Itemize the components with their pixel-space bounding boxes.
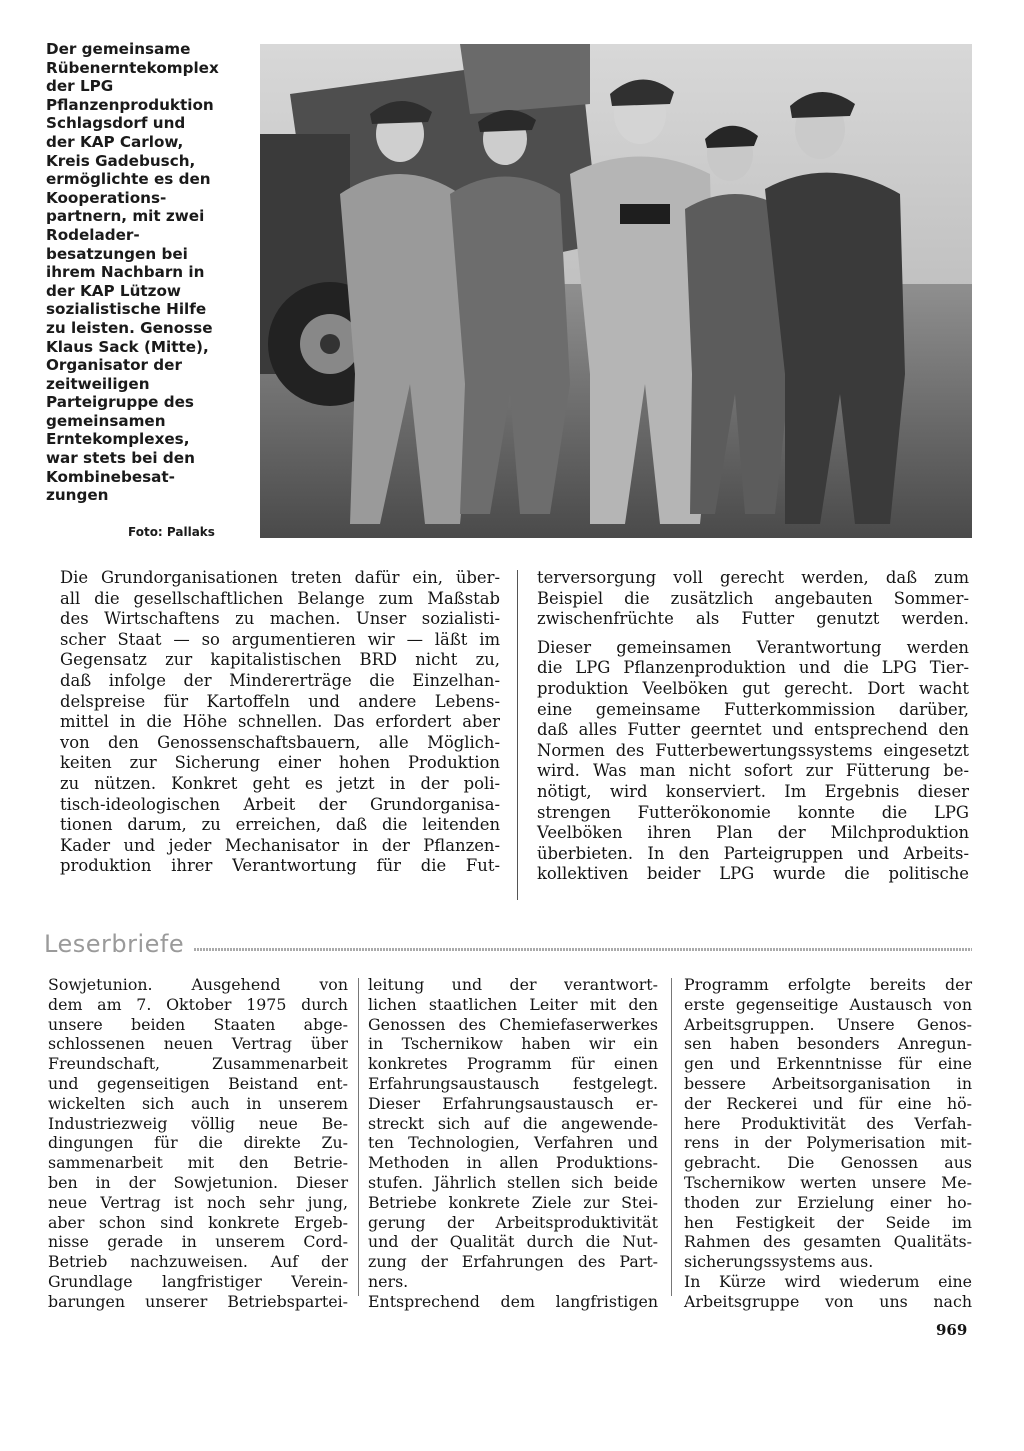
letter-line: Erfahrungsaustausch festgelegt.	[368, 1073, 658, 1093]
article-line: eine gemeinsame Futterkommission darüber,	[537, 699, 969, 719]
article-line: nötigt, wird konserviert. Im Ergebnis dieser	[537, 781, 969, 801]
caption-line: ihrem Nachbarn in	[46, 263, 205, 282]
caption-line: ermöglichte es den	[46, 170, 211, 189]
article-line: mittel in die Höhe schnellen. Das erfordert aber	[60, 712, 500, 732]
photo-image	[260, 44, 972, 538]
letter-line: bessere Arbeitsorganisation in	[684, 1073, 972, 1093]
caption-line: Rodelader-	[46, 225, 140, 244]
caption-line: Kooperations-	[46, 188, 167, 207]
letter-line: gebracht. Die Genossen aus	[684, 1153, 972, 1173]
article-line: die LPG Pflanzenproduktion und die LPG Tier-	[537, 658, 969, 678]
article-line: Normen des Futterbewertungssystems eingesetzt	[537, 740, 969, 760]
letter-line: lichen staatlichen Leiter mit den	[368, 994, 658, 1014]
letter-line: der Reckerei und für eine hö-	[684, 1093, 972, 1113]
letter-line: Dieser Erfahrungsaustausch er-	[368, 1093, 658, 1113]
letter-line: dem am 7. Oktober 1975 durch	[48, 994, 348, 1014]
article-line: des Wirtschaftens zu machen. Unser sozialisti-	[60, 609, 500, 629]
letter-line: gerung der Arbeitsproduktivität	[368, 1212, 658, 1232]
article-line: überbieten. In den Parteigruppen und Arbeits-	[537, 843, 969, 863]
article-line: wird. Was man nicht sofort zur Fütterung be-	[537, 761, 969, 781]
letter-line: ben in der Sowjetunion. Dieser	[48, 1172, 348, 1192]
letters-column-2	[368, 975, 658, 1312]
caption-line: Parteigruppe des	[46, 393, 194, 412]
article-line: scher Staat — so argumentieren wir — läßt im	[60, 629, 500, 649]
letter-line: aber schon sind konkrete Ergeb-	[48, 1212, 348, 1232]
letter-line: streckt sich auf die angewende-	[368, 1113, 658, 1133]
article-line: Beispiel die zusätzlich angebauten Sommer-	[537, 588, 969, 608]
article-column-2-para-1	[537, 568, 969, 630]
caption-line: Erntekomplexes,	[46, 430, 190, 449]
letter-line: Industriezweig völlig neue Be-	[48, 1113, 348, 1133]
letter-line: thoden zur Erzielung einer ho-	[684, 1192, 972, 1212]
letter-line: sen haben besonders Anregun-	[684, 1034, 972, 1054]
letter-line: Programm erfolgte bereits der	[684, 975, 972, 994]
caption-line: zu leisten. Genosse	[46, 318, 213, 337]
letter-line: barungen unserer Betriebspartei-	[48, 1291, 348, 1311]
caption-line: war stets bei den	[46, 449, 195, 468]
letter-line: neue Vertrag ist noch sehr jung,	[48, 1192, 348, 1212]
letter-line: Freundschaft, Zusammenarbeit	[48, 1054, 348, 1074]
caption-line: der LPG	[46, 77, 114, 96]
article-line: zwischenfrüchte als Futter genutzt werden.	[537, 609, 969, 629]
caption-line: Kombinebesat-	[46, 467, 175, 486]
letter-line: erste gegenseitige Austausch von	[684, 994, 972, 1014]
article-line: Veelböken ihren Plan der Milchproduktion	[537, 823, 969, 843]
letter-line: hen Festigkeit der Seide im	[684, 1212, 972, 1232]
letter-line: sammenarbeit mit den Betrie-	[48, 1153, 348, 1173]
article-line: Gegensatz zur kapitalistischen BRD nicht zu,	[60, 650, 500, 670]
article-line: delspreise für Kartoffeln und andere Lebens-	[60, 691, 500, 711]
letters-column-1	[48, 975, 348, 1312]
letter-line: konkretes Programm für einen	[368, 1054, 658, 1074]
article-line: Kader und jeder Mechanisator in der Pflanzen-	[60, 835, 500, 855]
article-line: produktion Veelböken gut gerecht. Dort wacht	[537, 678, 969, 698]
article-column-2-para-2	[537, 638, 969, 885]
article-line: all die gesellschaftlichen Belange zum Maßstab	[60, 588, 500, 608]
section-title: Leserbriefe	[44, 930, 185, 958]
letter-line: Grundlage langfristiger Verein-	[48, 1271, 348, 1291]
column-divider	[517, 570, 518, 900]
letter-line: Rahmen des gesamten Qualitäts-	[684, 1232, 972, 1252]
letter-line: Arbeitsgruppen. Unsere Genos-	[684, 1014, 972, 1034]
article-line: Die Grundorganisationen treten dafür ein, über-	[60, 568, 500, 587]
caption-line: Der gemeinsame	[46, 40, 191, 58]
photo-caption	[46, 40, 254, 505]
caption-line: Pflanzenproduktion	[46, 95, 214, 114]
caption-line: Organisator der	[46, 356, 182, 375]
letter-line: Betriebe konkrete Ziele zur Stei-	[368, 1192, 658, 1212]
letter-line: Methoden in allen Produktions-	[368, 1153, 658, 1173]
letter-line: Arbeitsgruppe von uns nach	[684, 1291, 972, 1311]
letters-column-3	[684, 975, 972, 1312]
article-line: terversorgung voll gerecht werden, daß zum	[537, 568, 969, 587]
section-rule	[194, 948, 972, 951]
letter-line: sicherungssystems aus.	[684, 1252, 874, 1272]
caption-line: Schlagsdorf und	[46, 114, 186, 133]
letter-line: here Produktivität des Verfah-	[684, 1113, 972, 1133]
letter-line: rens in der Polymerisation mit-	[684, 1133, 972, 1153]
article-line: daß alles Futter geerntet und entsprechend den	[537, 720, 969, 740]
letter-line: Tschernikow werten unsere Me-	[684, 1172, 972, 1192]
letter-line: schlossenen neuen Vertrag über	[48, 1034, 348, 1054]
letter-line: Betrieb nachzuweisen. Auf der	[48, 1252, 348, 1272]
letter-line: nisse gerade in unserem Cord-	[48, 1232, 348, 1252]
article-line: daß infolge der Mindererträge die Einzelhan-	[60, 670, 500, 690]
letter-line: und gegenseitigen Beistand ent-	[48, 1073, 348, 1093]
article-line: keiten zur Sicherung einer hohen Produktion	[60, 753, 500, 773]
letter-line: ten Technologien, Verfahren und	[368, 1133, 658, 1153]
letter-line: wickelten sich auch in unserem	[48, 1093, 348, 1113]
article-line: tisch-ideologischen Arbeit der Grundorganisa-	[60, 794, 500, 814]
letter-line: stufen. Jährlich stellen sich beide	[368, 1172, 658, 1192]
caption-line: der KAP Lützow	[46, 281, 181, 300]
article-column-1	[60, 568, 500, 877]
caption-line: sozialistische Hilfe	[46, 300, 207, 319]
letter-line: zung der Erfahrungen des Part-	[368, 1252, 658, 1272]
section-header	[44, 930, 972, 960]
caption-line: besatzungen bei	[46, 244, 188, 263]
letter-line: unsere beiden Staaten abge-	[48, 1014, 348, 1034]
letter-line: In Kürze wird wiederum eine	[684, 1271, 972, 1291]
caption-line: Rübenerntekomplex	[46, 58, 219, 77]
article-column-2	[537, 568, 969, 885]
letter-line: leitung und der verantwort-	[368, 975, 658, 994]
article-line: von den Genossenschaftsbauern, alle Möglich-	[60, 732, 500, 752]
letter-line: und der Qualität durch die Nut-	[368, 1232, 658, 1252]
photo-harvest-crew	[260, 44, 972, 538]
article-line: kollektiven beider LPG wurde die politische	[537, 864, 969, 884]
article-line: Dieser gemeinsamen Verantwortung werden	[537, 637, 969, 657]
caption-line: zungen	[46, 486, 109, 505]
letter-line: gen und Erkenntnisse für eine	[684, 1054, 972, 1074]
letter-line: dingungen für die direkte Zu-	[48, 1133, 348, 1153]
page-number: 969	[936, 1321, 968, 1339]
caption-line: der KAP Carlow,	[46, 132, 184, 151]
letter-line: in Tschernikow haben wir ein	[368, 1034, 658, 1054]
caption-line: zeitweiligen	[46, 374, 150, 393]
caption-line: Klaus Sack (Mitte),	[46, 337, 209, 356]
photo-credit: Foto: Pallaks	[128, 525, 215, 539]
article-line: strengen Futterökonomie konnte die LPG	[537, 802, 969, 822]
article-line: zu nützen. Konkret geht es jetzt in der poli-	[60, 773, 500, 793]
letters-divider-2	[671, 978, 672, 1296]
article-line: produktion ihrer Verantwortung für die Fut-	[60, 856, 500, 876]
letter-line: Genossen des Chemiefaserwerkes	[368, 1014, 658, 1034]
article-line: tionen darum, zu erreichen, daß die leitenden	[60, 815, 500, 835]
caption-line: Kreis Gadebusch,	[46, 151, 196, 170]
caption-line: partnern, mit zwei	[46, 207, 205, 226]
letter-line: Sowjetunion. Ausgehend von	[48, 975, 348, 994]
letter-line: ners.	[368, 1271, 409, 1291]
letter-line: Entsprechend dem langfristigen	[368, 1291, 658, 1311]
letters-divider-1	[358, 978, 359, 1296]
caption-line: gemeinsamen	[46, 411, 166, 430]
